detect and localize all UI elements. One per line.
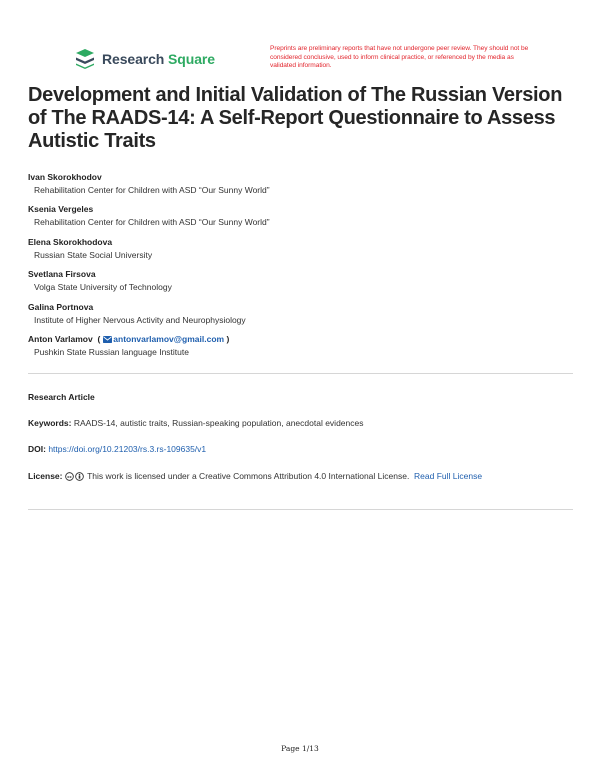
license-label: License: xyxy=(28,471,63,481)
preprint-disclaimer: Preprints are preliminary reports that have not undergone peer review. They should not be considered conclusive, used to inform clinical practice, or referenced by the media as validated information. xyxy=(270,45,529,70)
author-affiliation: Volga State University of Technology xyxy=(34,282,172,293)
author-name: Svetlana Firsova xyxy=(28,269,96,280)
divider xyxy=(28,509,573,510)
author-affiliation: Russian State Social University xyxy=(34,249,153,260)
author-list xyxy=(28,172,576,366)
doi-label: DOI: xyxy=(28,444,46,454)
author-name: Ksenia Vergeles xyxy=(28,204,94,215)
license xyxy=(28,469,573,484)
doi-link[interactable]: https://doi.org/10.21203/rs.3.rs-109635/v1 xyxy=(48,444,207,454)
page-number: Page 1/13 xyxy=(281,744,319,753)
keywords xyxy=(28,416,573,431)
author-entry xyxy=(28,172,576,195)
keywords-value: RAADS-14, autistic traits, Russian-speaking population, anecdotal evidences xyxy=(73,418,364,428)
author-entry xyxy=(28,204,576,227)
author-email-link[interactable]: antonvarlamov@gmail.com xyxy=(113,333,225,344)
brand-name: Research Square xyxy=(102,51,215,67)
svg-text:cc: cc xyxy=(67,475,72,480)
author-entry xyxy=(28,334,576,357)
author-name: Anton Varlamov xyxy=(28,333,93,344)
creative-commons-icon xyxy=(65,472,74,481)
attribution-icon xyxy=(75,472,84,481)
author-affiliation: Institute of Higher Nervous Activity and Neurophysiology xyxy=(34,314,246,325)
read-full-license-link[interactable]: Read Full License xyxy=(414,471,483,481)
research-square-logo[interactable] xyxy=(74,47,215,71)
author-entry xyxy=(28,237,576,260)
author-entry xyxy=(28,269,576,292)
research-square-logo-icon xyxy=(74,49,96,69)
author-affiliation: Pushkin State Russian language Institute xyxy=(34,346,189,357)
license-text: This work is licensed under a Creative Commons Attribution 4.0 International License. xyxy=(87,471,410,481)
paper-title: Development and Initial Validation of The Russian Version of The RAADS-14: A Self-Report Questionnaire to Assess Autistic Traits xyxy=(28,84,563,152)
author-name: Ivan Skorokhodov xyxy=(28,172,102,182)
keywords-label: Keywords: xyxy=(28,418,72,428)
author-affiliation: Rehabilitation Center for Children with ASD “Our Sunny World” xyxy=(34,217,270,228)
author-affiliation: Rehabilitation Center for Children with ASD “Our Sunny World” xyxy=(34,185,270,195)
article-type: Research Article xyxy=(28,392,95,402)
envelope-icon xyxy=(103,336,112,343)
author-name: Galina Portnova xyxy=(28,301,94,312)
author-name: Elena Skorokhodova xyxy=(28,236,113,247)
divider xyxy=(28,373,573,374)
doi xyxy=(28,442,573,457)
corresponding-author-name: Anton Varlamov ( antonvarlamov@gmail.com ) xyxy=(28,333,230,344)
author-entry xyxy=(28,302,576,325)
